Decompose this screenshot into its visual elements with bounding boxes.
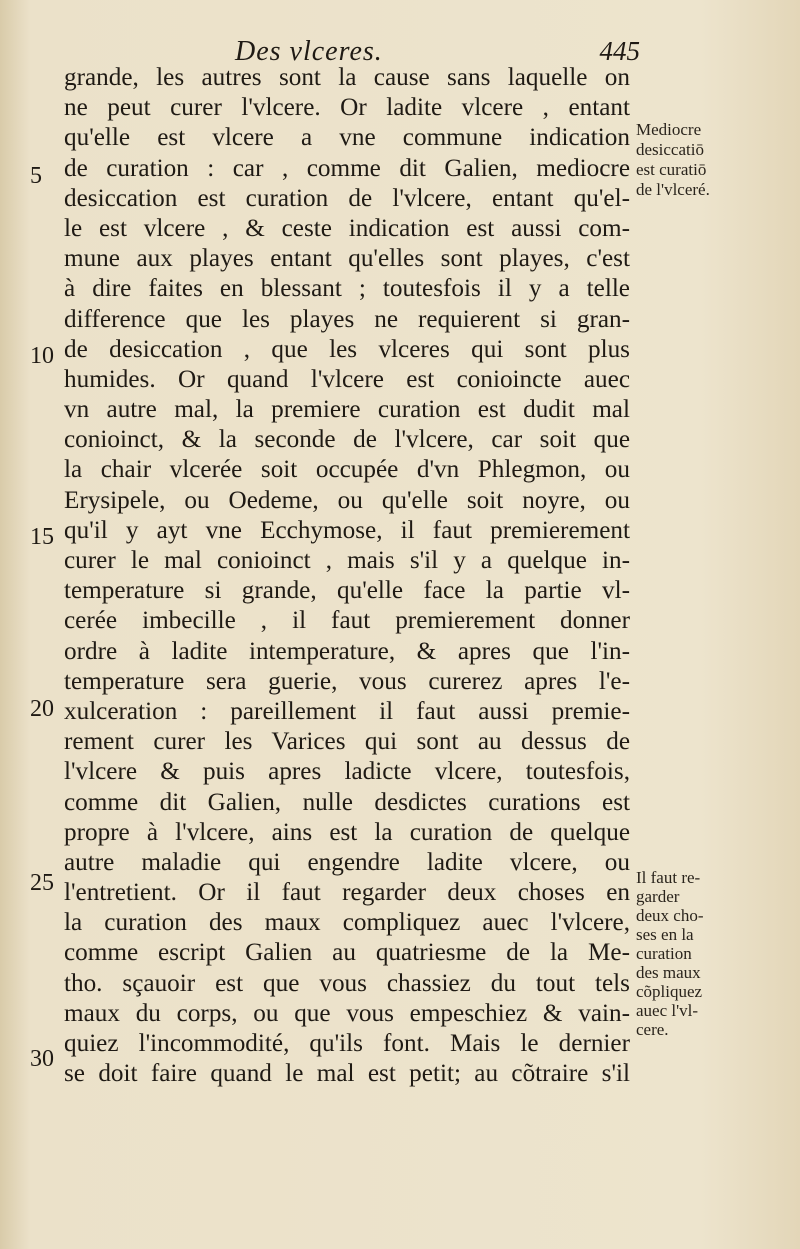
body-line: grande, les autres sont la cause sans laquelle on: [64, 64, 630, 91]
body-line: ne peut curer l'vlcere. Or ladite vlcere , entant: [64, 94, 630, 122]
body-line: comme dit Galien, nulle desdictes curations est: [64, 788, 630, 816]
body-line: quiez l'incommodité, qu'ils font. Mais le dernier: [64, 1030, 630, 1057]
body-line: xulceration : pareillement il faut aussi premie-: [64, 697, 630, 725]
body-line: rement curer les Varices qui sont au dessus de: [64, 728, 630, 756]
body-line: propre à l'vlcere, ains est la curation de quelque: [64, 818, 630, 846]
body-line: desiccation est curation de l'vlcere, entant qu'el-: [64, 184, 630, 212]
sidenote-il-faut: [636, 868, 704, 1039]
sidenote-line: des maux: [636, 963, 701, 982]
sidenote-line: desiccatiō: [636, 140, 704, 159]
body-line: mune aux playes entant qu'elles sont playes, c'est: [64, 245, 630, 273]
body-line: le est vlcere , & ceste indication est aussi com-: [64, 214, 630, 242]
body-line: de curation : car , comme dit Galien, mediocre: [64, 154, 630, 182]
body-line: de desiccation , que les vlceres qui sont plus: [64, 335, 630, 363]
body-line: l'entretient. Or il faut regarder deux choses en: [64, 879, 630, 907]
body-line: maux du corps, ou que vous empeschiez & vain-: [64, 999, 630, 1027]
sidenote-line: curation: [636, 944, 692, 963]
sidenote-line: ses en la: [636, 925, 694, 944]
sidenote-line: auec l'vl-: [636, 1001, 699, 1020]
body-line: à dire faites en blessant ; toutesfois il y a telle: [64, 275, 630, 303]
body-text: [64, 63, 630, 1089]
body-line: difference que les playes ne requierent si gran-: [64, 305, 630, 333]
sidenote-line: de l'vlceré.: [636, 180, 710, 199]
sidenote-line: Il faut re-: [636, 868, 701, 887]
body-line: humides. Or quand l'vlcere est conioincte auec: [64, 365, 630, 393]
body-line: l'vlcere & puis apres ladicte vlcere, toutesfois,: [64, 758, 630, 786]
body-line: Erysipele, ou Oedeme, ou qu'elle soit noyre, ou: [64, 486, 630, 514]
line-number-10: 10: [30, 343, 54, 369]
sidenote-line: cere.: [636, 1020, 669, 1039]
body-line: ordre à ladite intemperature, & apres que l'in-: [64, 637, 630, 665]
body-line: la curation des maux compliquez auec l'vlcere,: [64, 909, 630, 937]
line-number-30: 30: [30, 1046, 54, 1072]
running-title: Des vlceres.: [235, 36, 383, 67]
body-line: se doit faire quand le mal est petit; au cõtraire s'il: [64, 1060, 630, 1088]
body-line: cerée imbecille , il faut premierement donner: [64, 607, 630, 635]
sidenote-line: garder: [636, 887, 680, 906]
sidenote-line: cõpliquez: [636, 982, 703, 1001]
line-number-20: 20: [30, 696, 54, 722]
line-number-15: 15: [30, 524, 54, 550]
line-number-25: 25: [30, 870, 54, 896]
body-line: tho. sçauoir est que vous chassiez du tout tels: [64, 969, 630, 997]
body-line: conioinct, & la seconde de l'vlcere, car soit que: [64, 426, 630, 454]
body-line: curer le mal conioinct , mais s'il y a quelque in-: [64, 547, 630, 574]
body-line: la chair vlcerée soit occupée d'vn Phlegmon, ou: [64, 456, 630, 484]
body-line: qu'elle est vlcere a vne commune indication: [64, 124, 630, 152]
body-line: temperature sera guerie, vous curerez apres l'e-: [64, 667, 630, 695]
line-number-5: 5: [30, 163, 42, 189]
page-number: 445: [599, 36, 640, 66]
body-line: comme escript Galien au quatriesme de la Me-: [64, 939, 630, 967]
sidenote-line: Mediocre: [636, 120, 702, 139]
sidenote-line: est curatiō: [636, 160, 707, 179]
body-line: qu'il y ayt vne Ecchymose, il faut premierement: [64, 516, 630, 544]
sidenote-mediocre: [636, 120, 710, 200]
sidenote-line: deux cho-: [636, 906, 704, 925]
body-line: temperature si grande, qu'elle face la partie vl-: [64, 577, 630, 605]
body-line: autre maladie qui engendre ladite vlcere, ou: [64, 848, 630, 876]
body-line: vn autre mal, la premiere curation est dudit mal: [64, 396, 630, 424]
